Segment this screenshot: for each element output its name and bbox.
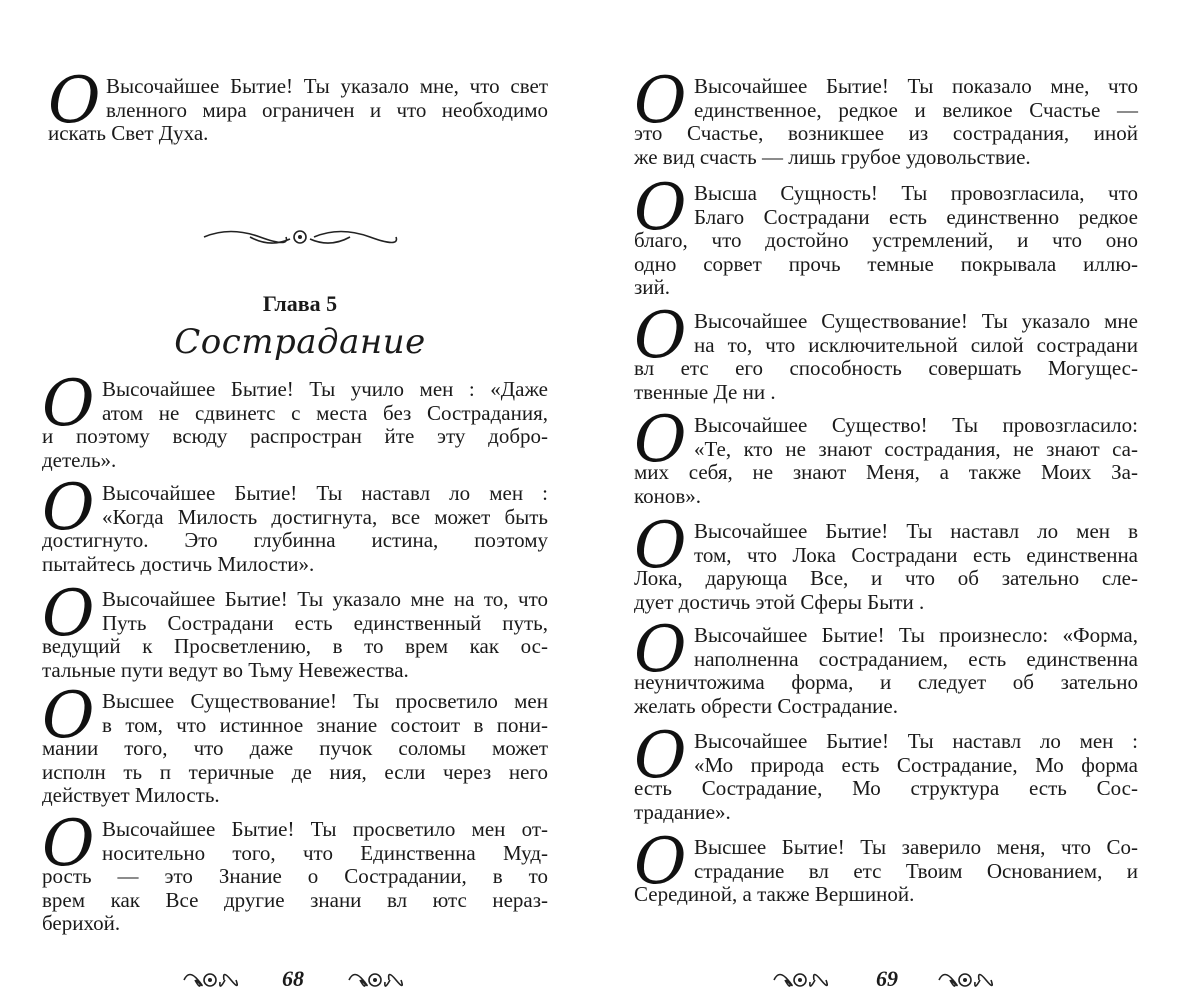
text-line: вленного мира ограничен и что необходимо	[106, 97, 548, 122]
scroll-flourish-icon	[200, 222, 400, 252]
text-line: твенные Де ни .	[634, 379, 776, 404]
text-line: достигнуто. Это глубинна истина, поэтому	[42, 528, 548, 552]
text-line: Высочайшее Бытие! Ты показало мне, что	[694, 74, 1138, 98]
text-line: Высшее Существование! Ты просветило мен	[102, 689, 548, 713]
text-line: искать Свет Духа.	[48, 121, 209, 145]
drop-initial-ornament: О	[634, 171, 687, 245]
drop-initial-ornament: О	[634, 509, 687, 583]
text-line: «Когда Милость достигнута, все может быть	[102, 504, 548, 529]
chapter-title: Сострадание	[174, 322, 426, 362]
text-line: действует Милость.	[42, 783, 220, 807]
text-line: рость — это Знание о Сострадании, в то	[42, 864, 548, 888]
text-line: том, что Лока Сострадани есть единственна	[694, 542, 1138, 567]
text-line: мих себя, не знают Меня, а также Моих За-	[634, 460, 1138, 484]
drop-initial-ornament: О	[42, 807, 95, 881]
text-line: желать обрести Сострадание.	[634, 693, 898, 718]
text-line: детель».	[42, 447, 117, 472]
text-line: Высочайшее Бытие! Ты указало мне, что свет	[106, 74, 548, 98]
paragraph	[42, 690, 548, 808]
chapter-number: Глава 5	[262, 291, 338, 316]
drop-initial-ornament: О	[42, 577, 95, 651]
text-line: в том, что истинное знание состоит в пони-	[102, 712, 548, 737]
text-line: Путь Сострадани есть единственный путь,	[102, 610, 548, 635]
text-line: благо, что достойно устремлений, и что оно	[634, 228, 1138, 252]
text-line: есть Сострадание, Мо структура есть Сос-	[634, 776, 1138, 800]
footer-ornament	[770, 965, 830, 1000]
drop-initial-ornament: О	[634, 719, 687, 793]
paragraph	[634, 624, 1138, 718]
paragraph	[42, 588, 548, 682]
paragraph	[634, 75, 1138, 169]
paragraph	[42, 378, 548, 472]
drop-initial-ornament: О	[48, 64, 101, 138]
text-line: конов».	[634, 483, 702, 508]
text-line: дует достичь этой Сферы Быти .	[634, 589, 925, 614]
paragraph	[48, 75, 548, 146]
drop-initial-ornament: О	[42, 471, 95, 545]
page-number: 69	[876, 966, 898, 991]
paragraph	[634, 182, 1138, 300]
text-line: Высочайшее Существо! Ты провозгласило:	[694, 413, 1138, 437]
drop-initial-ornament: О	[42, 367, 95, 441]
text-line: мании того, что даже пучок соломы может	[42, 736, 548, 760]
drop-initial-ornament: О	[42, 679, 95, 753]
drop-initial-ornament: О	[634, 403, 687, 477]
text-line: Высочайшее Существование! Ты указало мне	[694, 309, 1138, 333]
flourish-left-icon	[770, 965, 830, 995]
text-line: пытайтесь достичь Милости».	[42, 551, 315, 576]
text-line: Высшее Бытие! Ты заверило меня, что Со-	[694, 835, 1138, 859]
text-line: «Мо природа есть Сострадание, Мо форма	[694, 752, 1138, 777]
text-line: одно сорвет прочь темные покрывала иллю-	[634, 251, 1138, 276]
text-line: ведущий к Просветлению, в то врем как ос-	[42, 634, 548, 658]
text-line: неуничтожима форма, и следует об зательно	[634, 670, 1138, 694]
chapter-ornament	[200, 222, 400, 257]
text-line: и поэтому всюду распростран йте эту добро-	[42, 424, 548, 448]
drop-initial-ornament: О	[634, 825, 687, 899]
text-line: единственное, редкое и великое Счастье —	[694, 97, 1138, 122]
text-line: на то, что исключительной силой сострадани	[694, 332, 1138, 357]
paragraph	[634, 414, 1138, 508]
text-line: исполн ть п теричные де ния, если через него	[42, 759, 548, 784]
paragraph	[42, 482, 548, 576]
text-line: Серединой, а также Вершиной.	[634, 882, 915, 906]
paragraph	[634, 520, 1138, 614]
text-line: наполненна состраданием, есть единственна	[694, 646, 1138, 671]
right-page	[600, 0, 1200, 1006]
footer-ornament	[345, 965, 405, 1000]
flourish-right-icon	[935, 965, 995, 995]
text-line: вл етс его способность совершать Могущес-	[634, 356, 1138, 380]
text-line: Высочайшее Бытие! Ты произнесло: «Форма,	[694, 623, 1138, 647]
paragraph	[634, 836, 1138, 907]
text-line: Высочайшее Бытие! Ты просветило мен от-	[102, 817, 548, 841]
text-line: Высочайшее Бытие! Ты наставл ло мен :	[102, 481, 548, 505]
text-line: это Счастье, возникшее из сострадания, иной	[634, 121, 1138, 145]
footer-ornament	[935, 965, 995, 1000]
text-line: «Те, кто не знают сострадания, не знают са-	[694, 436, 1138, 461]
drop-initial-ornament: О	[634, 299, 687, 373]
text-line: тальные пути ведут во Тьму Невежества.	[42, 657, 409, 682]
text-line: Лока, дарующа Все, и что об зательно сле-	[634, 566, 1138, 590]
paragraph	[42, 818, 548, 936]
text-line: Благо Сострадани есть единственно редкое	[694, 204, 1138, 229]
text-line: берихой.	[42, 911, 121, 935]
text-line: врем как Все другие знани вл ютс нераз-	[42, 887, 548, 912]
text-line: зий.	[634, 275, 671, 299]
text-line: же вид счасть — лишь грубое удовольствие.	[634, 144, 1031, 169]
text-line: страдание вл етс Твоим Основанием, и	[694, 858, 1138, 883]
text-line: Высочайшее Бытие! Ты наставл ло мен :	[694, 729, 1138, 753]
text-line: Высша Сущность! Ты провозгласила, что	[694, 181, 1138, 205]
flourish-right-icon	[345, 965, 405, 995]
text-line: атом не сдвинетс с места без Сострадания,	[102, 400, 548, 425]
text-line: традание».	[634, 799, 731, 824]
footer-ornament	[180, 965, 240, 1000]
paragraph	[634, 730, 1138, 824]
text-line: Высочайшее Бытие! Ты наставл ло мен в	[694, 519, 1138, 543]
page-number: 68	[282, 966, 304, 991]
drop-initial-ornament: О	[634, 64, 687, 138]
text-line: Высочайшее Бытие! Ты учило мен : «Даже	[102, 377, 548, 401]
text-line: Высочайшее Бытие! Ты указало мне на то, что	[102, 587, 548, 611]
drop-initial-ornament: О	[634, 613, 687, 687]
flourish-left-icon	[180, 965, 240, 995]
text-line: носительно того, что Единственна Муд-	[102, 840, 548, 865]
paragraph	[634, 310, 1138, 404]
